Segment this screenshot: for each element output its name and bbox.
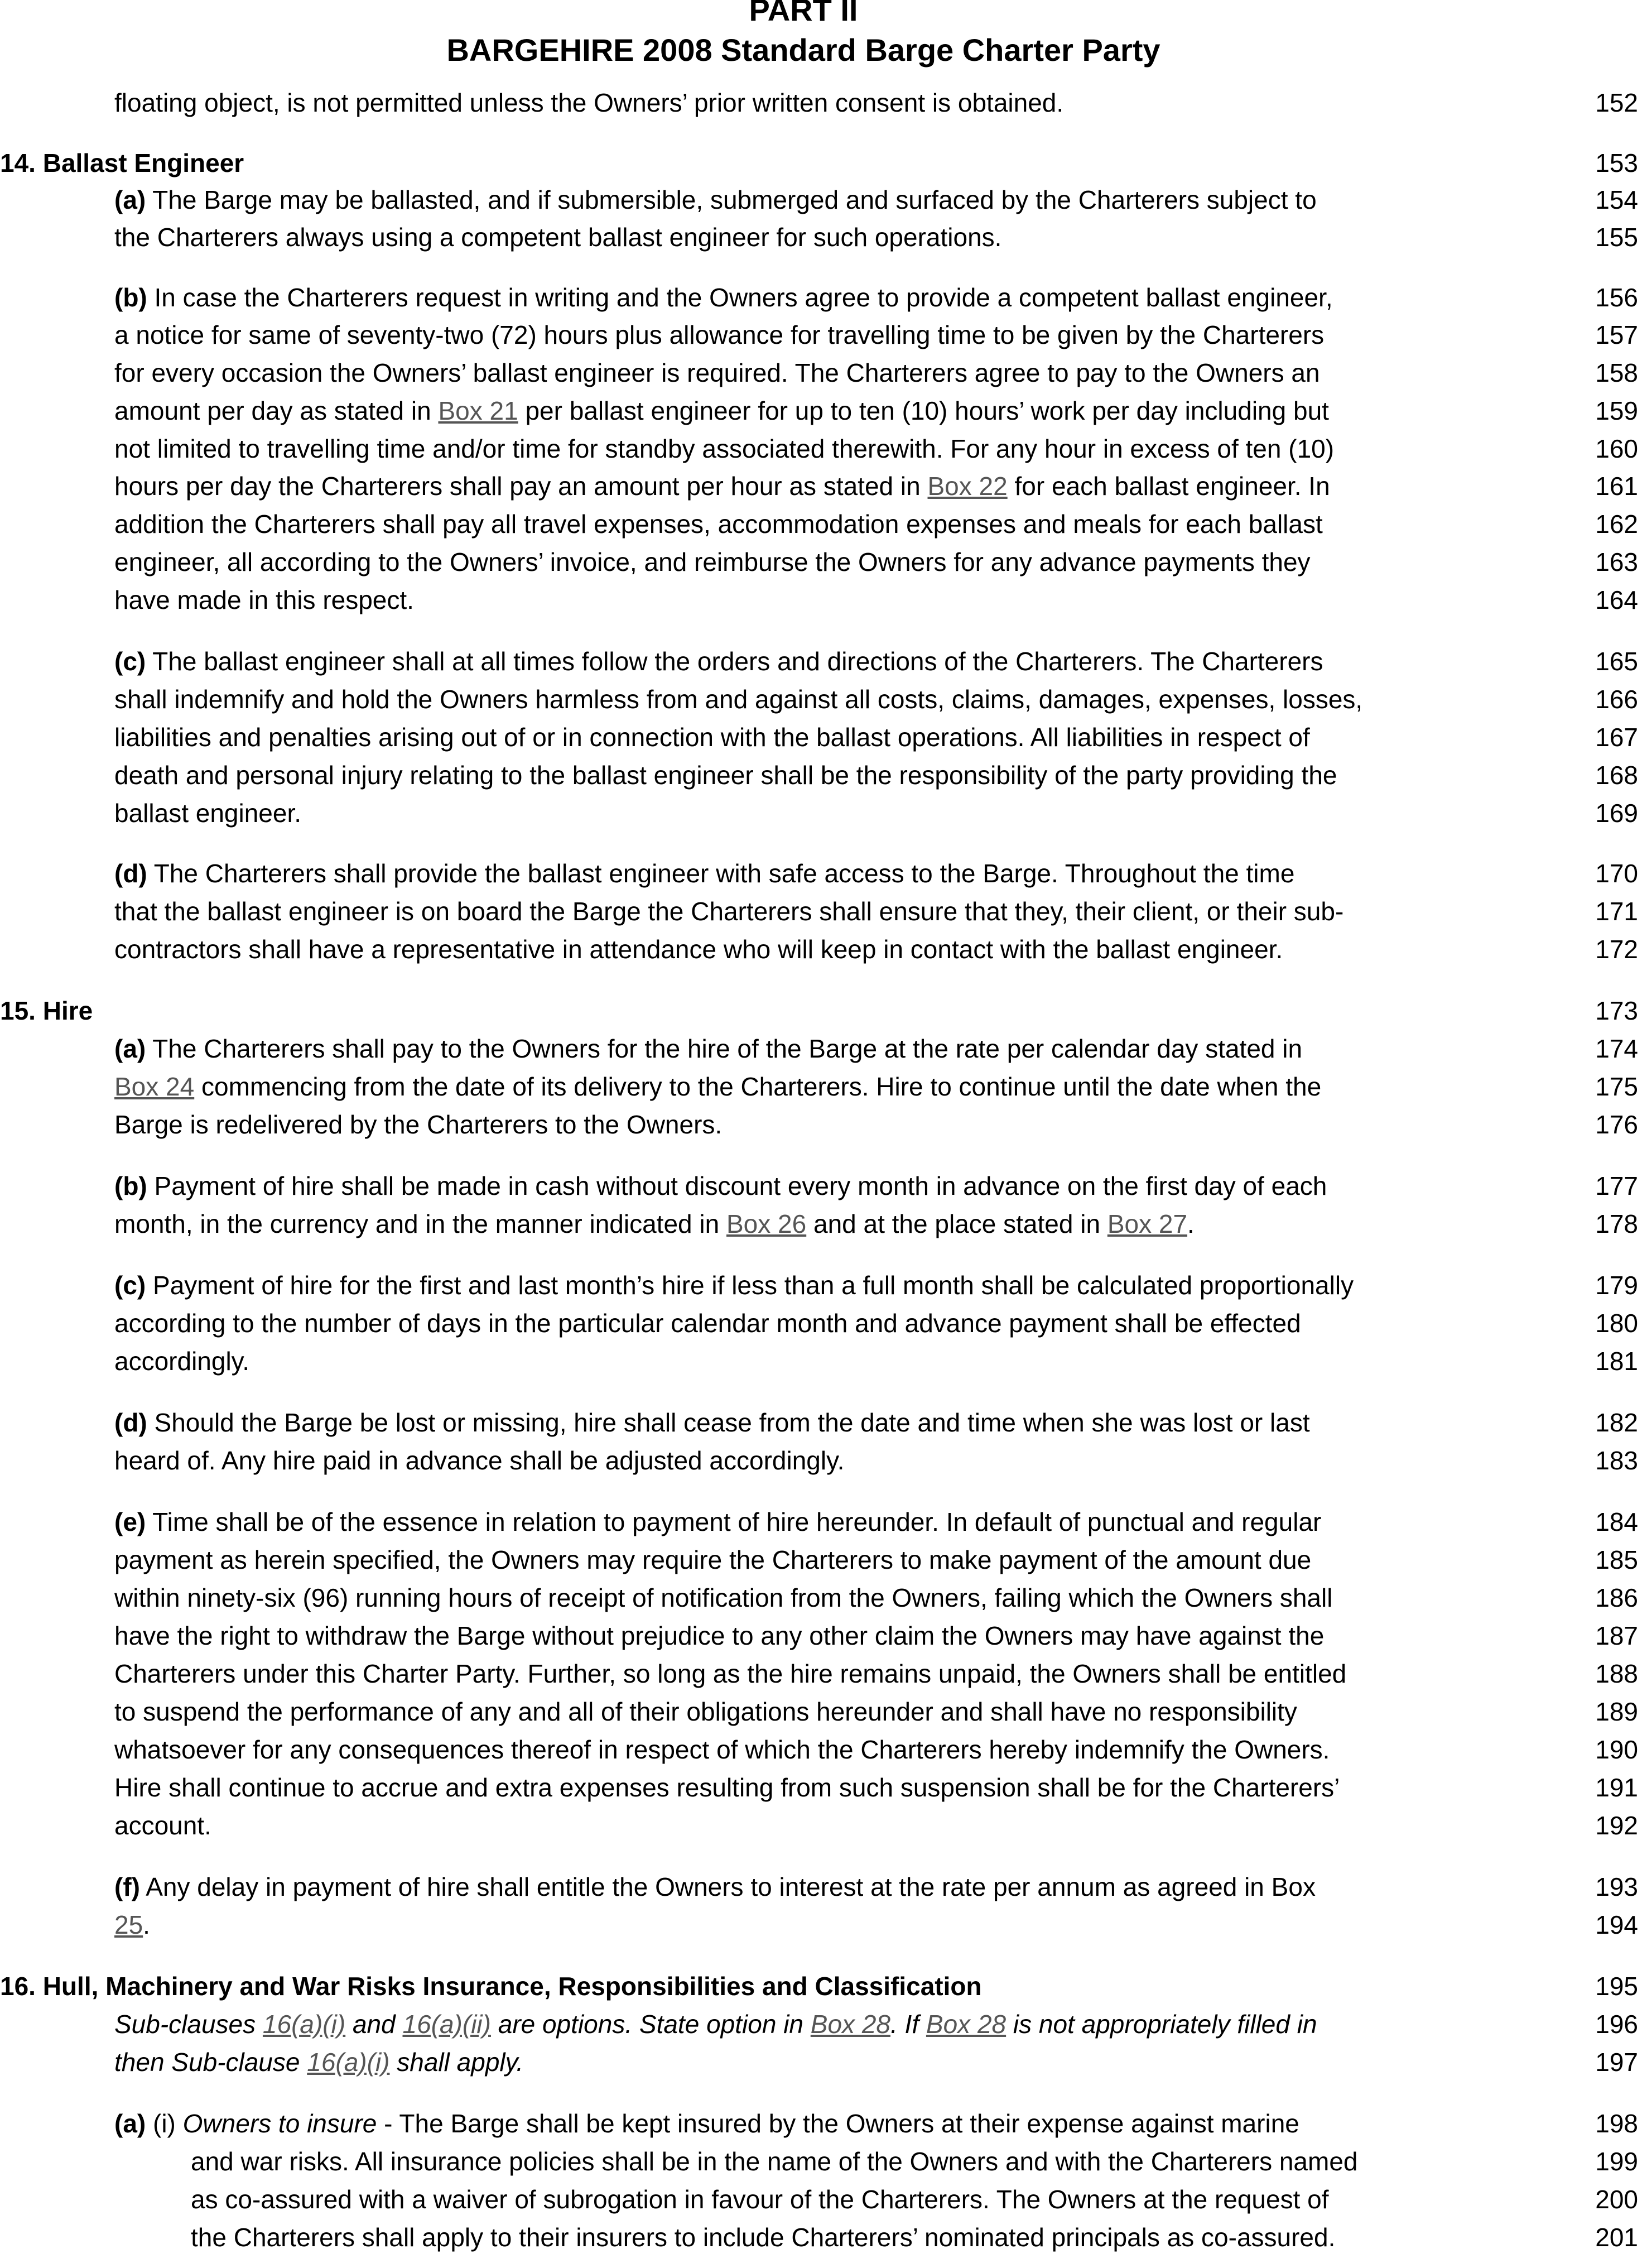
- line-text: [114, 1771, 1340, 1804]
- document-line: [0, 2145, 1647, 2178]
- text-run: for every occasion the Owners’ ballast engineer is required. The Charterers agree to pay to the Owners an: [114, 358, 1320, 387]
- document-line: [0, 1406, 1647, 1439]
- text-run: is not appropriately filled in: [1006, 2010, 1317, 2039]
- clause-heading: (e): [114, 1507, 146, 1536]
- line-text: [114, 2045, 523, 2079]
- text-run: per ballast engineer for up to ten (10) hours’ work per day including but: [518, 396, 1329, 425]
- text-run: that the ballast engineer is on board the Barge the Charterers shall ensure that they, their client, or their sub-: [114, 897, 1344, 926]
- line-text: [114, 1657, 1346, 1690]
- document-line: [0, 2107, 1647, 2140]
- line-number: 182: [1595, 1408, 1638, 1437]
- text-run: Barge is redelivered by the Charterers to the Owners.: [114, 1110, 723, 1139]
- text-run: not limited to travelling time and/or time for standby associated therewith. For any hour in excess of ten (10): [114, 434, 1335, 463]
- line-number: 200: [1595, 2185, 1638, 2214]
- box-reference-link[interactable]: Box 21: [438, 396, 518, 425]
- document-line: [0, 683, 1647, 716]
- text-run: Owners to insure: [182, 2109, 377, 2138]
- document-line: [0, 356, 1647, 390]
- line-text: [114, 507, 1323, 541]
- clause-heading: (a): [114, 1034, 146, 1063]
- clause-heading: (c): [114, 647, 146, 676]
- text-run: have made in this respect.: [114, 585, 414, 614]
- line-number: 157: [1595, 320, 1638, 349]
- line-text: [0, 1969, 982, 2003]
- line-number: 163: [1595, 547, 1638, 576]
- line-number: 197: [1595, 2048, 1638, 2077]
- line-number: 198: [1595, 2109, 1638, 2138]
- line-text: [114, 1108, 722, 1141]
- line-number: 183: [1595, 1446, 1638, 1475]
- line-number: 159: [1595, 396, 1638, 425]
- text-run: account.: [114, 1811, 211, 1840]
- line-number: 191: [1595, 1773, 1638, 1802]
- document-line: [0, 1809, 1647, 1842]
- line-number: 170: [1595, 859, 1638, 888]
- clause-heading: (d): [114, 1408, 147, 1437]
- line-text: [114, 356, 1320, 390]
- text-run: shall indemnify and hold the Owners harmless from and against all costs, claims, damages, expenses, losses,: [114, 685, 1363, 714]
- line-number: 153: [1595, 148, 1638, 177]
- text-run: death and personal injury relating to the ballast engineer shall be the responsibility of the party providing the: [114, 761, 1337, 790]
- line-number: 181: [1595, 1347, 1638, 1376]
- text-run: and: [345, 2010, 403, 2039]
- line-number: 174: [1595, 1034, 1638, 1063]
- document-line: [0, 394, 1647, 427]
- text-run: Any delay in payment of hire shall entitle the Owners to interest at the rate per annum as agreed in Box: [139, 1872, 1316, 1901]
- line-text: [114, 1733, 1330, 1766]
- document-line: [0, 1543, 1647, 1577]
- line-number: 193: [1595, 1872, 1638, 1901]
- text-run: Should the Barge be lost or missing, hire shall cease from the date and time when she was lost or last: [147, 1408, 1310, 1437]
- clause-heading: (a): [114, 2109, 146, 2138]
- clause-heading: 16. Hull, Machinery and War Risks Insurance, Responsibilities and Classification: [0, 1972, 982, 2001]
- line-number: 172: [1595, 935, 1638, 964]
- line-number: 156: [1595, 283, 1638, 312]
- line-text: [114, 1505, 1321, 1539]
- line-text: [114, 1695, 1297, 1728]
- document-line: [0, 183, 1647, 217]
- text-run: within ninety-six (96) running hours of receipt of notification from the Owners, failing which the Owners shall: [114, 1583, 1333, 1612]
- line-text: [114, 933, 1283, 966]
- text-run: a notice for same of seventy-two (72) hours plus allowance for travelling time to be given by the Charterers: [114, 320, 1325, 349]
- text-run: accordingly.: [114, 1347, 250, 1376]
- document-line: [0, 281, 1647, 314]
- text-run: according to the number of days in the particular calendar month and advance payment shall be effected: [114, 1309, 1301, 1338]
- line-text: [114, 1543, 1311, 1577]
- text-run: contractors shall have a representative in attendance who will keep in contact with the ballast engineer.: [114, 935, 1283, 964]
- document-line: [0, 1969, 1647, 2003]
- line-text: [114, 720, 1310, 754]
- document-line: [0, 1032, 1647, 1065]
- text-run: month, in the currency and in the manner indicated in: [114, 1209, 726, 1238]
- line-text: [114, 895, 1343, 928]
- line-text: [114, 1306, 1301, 1340]
- line-text: [0, 994, 93, 1027]
- document-line: [0, 1771, 1647, 1804]
- clause-heading: (d): [114, 859, 147, 888]
- line-number: 184: [1595, 1507, 1638, 1536]
- text-run: addition the Charterers shall pay all travel expenses, accommodation expenses and meals for each ballast: [114, 510, 1323, 539]
- text-run: Time shall be of the essence in relation to payment of hire hereunder. In default of punctual and regular: [146, 1507, 1322, 1536]
- document-line: [0, 1306, 1647, 1340]
- line-text: [114, 1032, 1302, 1065]
- clause-heading: (b): [114, 1171, 147, 1200]
- document-line: [0, 1908, 1647, 1942]
- document-line: [0, 1657, 1647, 1690]
- line-text: [114, 758, 1337, 792]
- text-run: and at the place stated in: [806, 1209, 1107, 1238]
- line-number: 161: [1595, 472, 1638, 501]
- line-text: [114, 1406, 1310, 1439]
- document-line: [0, 318, 1647, 352]
- line-text: [114, 796, 301, 830]
- line-number: 155: [1595, 223, 1638, 252]
- line-number: 180: [1595, 1309, 1638, 1338]
- document-line: [0, 2045, 1647, 2079]
- document-line: [0, 146, 1647, 180]
- text-run: The Charterers shall provide the ballast engineer with safe access to the Barge. Throughout the time: [147, 859, 1295, 888]
- line-number: 196: [1595, 2010, 1638, 2039]
- part-heading: PART II: [749, 0, 858, 27]
- document-line: [0, 857, 1647, 890]
- text-run: hours per day the Charterers shall pay an amount per hour as stated in: [114, 472, 928, 501]
- clause-heading: (b): [114, 283, 147, 312]
- box-reference-link[interactable]: Box 22: [927, 472, 1008, 501]
- text-run: Payment of hire shall be made in cash without discount every month in advance on the first day of each: [147, 1171, 1327, 1200]
- line-number: 201: [1595, 2223, 1638, 2252]
- document-line: [0, 220, 1647, 254]
- box-reference-link[interactable]: 16(a)(i): [262, 2010, 346, 2039]
- text-run: the Charterers always using a competent ballast engineer for such operations.: [114, 223, 1002, 252]
- line-number: 175: [1595, 1072, 1638, 1101]
- text-run: .: [1187, 1209, 1195, 1238]
- document-line: [0, 796, 1647, 830]
- line-text: [191, 2145, 1358, 2178]
- text-run: liabilities and penalties arising out of or in connection with the ballast operations. All liabilities in respect of: [114, 723, 1310, 752]
- box-reference-link[interactable]: Box 28: [926, 2010, 1007, 2039]
- document-line: [0, 2007, 1647, 2041]
- line-number: 171: [1595, 897, 1638, 926]
- line-number: 167: [1595, 723, 1638, 752]
- text-run: and war risks. All insurance policies shall be in the name of the Owners and with the Charterers named: [191, 2147, 1358, 2176]
- document-line: [0, 1619, 1647, 1652]
- text-run: payment as herein specified, the Owners may require the Charterers to make payment of the amount due: [114, 1545, 1312, 1574]
- text-run: engineer, all according to the Owners’ invoice, and reimburse the Owners for any advance payments they: [114, 547, 1311, 576]
- line-number: 192: [1595, 1811, 1638, 1840]
- line-text: [114, 857, 1294, 890]
- document-line: [0, 895, 1647, 928]
- text-run: - The Barge shall be kept insured by the Owners at their expense against marine: [377, 2109, 1299, 2138]
- text-run: The Barge may be ballasted, and if submersible, submerged and surfaced by the Charterers subject to: [146, 185, 1317, 214]
- line-text: [114, 318, 1324, 352]
- line-text: [114, 469, 1330, 503]
- text-run: Sub-clauses: [114, 2010, 263, 2039]
- text-run: amount per day as stated in: [114, 396, 439, 425]
- line-number: 173: [1595, 996, 1638, 1025]
- line-number: 176: [1595, 1110, 1638, 1139]
- line-number: 186: [1595, 1583, 1638, 1612]
- line-number: 162: [1595, 510, 1638, 539]
- line-text: [114, 1809, 211, 1842]
- document-line: [0, 1581, 1647, 1614]
- line-text: [114, 1619, 1324, 1652]
- document-line: [0, 994, 1647, 1027]
- document-line: [0, 645, 1647, 678]
- document-line: [0, 1169, 1647, 1203]
- line-text: [114, 545, 1311, 579]
- line-number: 199: [1595, 2147, 1638, 2176]
- line-number: 166: [1595, 685, 1638, 714]
- line-text: [114, 1169, 1327, 1203]
- text-run: The ballast engineer shall at all times follow the orders and directions of the Charterers. The Charterers: [146, 647, 1323, 676]
- line-text: [191, 2183, 1329, 2216]
- line-number: 189: [1595, 1697, 1638, 1726]
- text-run: for each ballast engineer. In: [1007, 472, 1330, 501]
- line-number: 187: [1595, 1621, 1638, 1650]
- document-line: [0, 469, 1647, 503]
- text-run: have the right to withdraw the Barge without prejudice to any other claim the Owners may have against the: [114, 1621, 1325, 1650]
- line-text: [114, 2007, 1317, 2041]
- document-line: [0, 1505, 1647, 1539]
- line-number: 179: [1595, 1271, 1638, 1300]
- line-text: [114, 1207, 1195, 1241]
- line-text: [114, 432, 1334, 465]
- box-reference-link[interactable]: 16(a)(ii): [402, 2010, 491, 2039]
- clause-heading: (f): [114, 1872, 140, 1901]
- document-line: [0, 1108, 1647, 1141]
- line-number: 195: [1595, 1972, 1638, 2001]
- document-title: BARGEHIRE 2008 Standard Barge Charter Party: [446, 32, 1160, 68]
- text-run: Hire shall continue to accrue and extra expenses resulting from such suspension shall be for the Charterers’: [114, 1773, 1340, 1802]
- line-number: 164: [1595, 585, 1638, 614]
- box-reference-link[interactable]: Box 24: [114, 1072, 195, 1101]
- text-run: floating object, is not permitted unless the Owners’ prior written consent is obtained.: [114, 88, 1064, 117]
- document-line: [0, 1444, 1647, 1477]
- text-run: whatsoever for any consequences thereof in respect of which the Charterers hereby indemnify the Owners.: [114, 1735, 1330, 1764]
- text-run: The Charterers shall pay to the Owners for the hire of the Barge at the rate per calendar day stated in: [146, 1034, 1303, 1063]
- line-number: 185: [1595, 1545, 1638, 1574]
- line-text: [114, 183, 1317, 217]
- text-run: . If: [890, 2010, 926, 2039]
- text-run: ballast engineer.: [114, 799, 302, 828]
- text-run: Payment of hire for the first and last month’s hire if less than a full month shall be calculated proportionally: [146, 1271, 1354, 1300]
- line-text: [114, 86, 1063, 119]
- line-text: [114, 583, 414, 617]
- line-text: [114, 220, 1001, 254]
- document-line: [0, 1870, 1647, 1904]
- text-run: to suspend the performance of any and all of their obligations hereunder and shall have no responsibility: [114, 1697, 1297, 1726]
- document-line: [0, 720, 1647, 754]
- text-run: the Charterers shall apply to their insurers to include Charterers’ nominated principals as co-assured.: [191, 2223, 1336, 2252]
- line-text: [0, 146, 244, 180]
- text-run: Charterers under this Charter Party. Further, so long as the hire remains unpaid, the Owners shall be entitled: [114, 1659, 1347, 1688]
- document-line: [0, 758, 1647, 792]
- box-reference-link[interactable]: 25: [114, 1910, 143, 1939]
- text-run: as co-assured with a waiver of subrogation in favour of the Charterers. The Owners at the request of: [191, 2185, 1329, 2214]
- document-line: [0, 1207, 1647, 1241]
- document-line: [0, 1344, 1647, 1378]
- line-text: [114, 1444, 844, 1477]
- document-line: [0, 1695, 1647, 1728]
- line-text: [114, 1870, 1316, 1904]
- text-run: In case the Charterers request in writing and the Owners agree to provide a competent ballast engineer,: [147, 283, 1333, 312]
- text-run: then Sub-clause: [114, 2048, 307, 2077]
- text-run: heard of. Any hire paid in advance shall be adjusted accordingly.: [114, 1446, 845, 1475]
- document-line: [0, 1733, 1647, 1766]
- line-text: [114, 645, 1323, 678]
- box-reference-link[interactable]: Box 27: [1107, 1209, 1188, 1238]
- line-number: 154: [1595, 185, 1638, 214]
- line-number: 194: [1595, 1910, 1638, 1939]
- text-run: shall apply.: [389, 2048, 523, 2077]
- text-run: .: [143, 1910, 150, 1939]
- line-number: 177: [1595, 1171, 1638, 1200]
- line-number: 158: [1595, 358, 1638, 387]
- box-reference-link[interactable]: Box 26: [726, 1209, 807, 1238]
- line-number: 190: [1595, 1735, 1638, 1764]
- clause-heading: 15. Hire: [0, 996, 93, 1025]
- clause-heading: (c): [114, 1271, 146, 1300]
- document-line: [0, 2183, 1647, 2216]
- line-number: 168: [1595, 761, 1638, 790]
- line-text: [114, 281, 1333, 314]
- line-number: 178: [1595, 1209, 1638, 1238]
- box-reference-link[interactable]: 16(a)(i): [307, 2048, 390, 2077]
- document-line: [0, 86, 1647, 119]
- line-text: [114, 2107, 1299, 2140]
- line-text: [114, 1070, 1321, 1103]
- clause-heading: 14. Ballast Engineer: [0, 148, 244, 177]
- text-run: are options. State option in: [490, 2010, 811, 2039]
- clause-heading: (a): [114, 185, 146, 214]
- document-line: [0, 583, 1647, 617]
- document-line: [0, 933, 1647, 966]
- line-text: [114, 1344, 249, 1378]
- text-run: (i): [146, 2109, 183, 2138]
- line-number: 152: [1595, 88, 1638, 117]
- document-line: [0, 1070, 1647, 1103]
- document-line: [0, 2221, 1647, 2254]
- line-text: [191, 2221, 1335, 2254]
- box-reference-link[interactable]: Box 28: [810, 2010, 890, 2039]
- document-line: [0, 507, 1647, 541]
- line-number: 165: [1595, 647, 1638, 676]
- line-number: 169: [1595, 799, 1638, 828]
- document-line: [0, 432, 1647, 465]
- line-text: [114, 394, 1329, 427]
- line-text: [114, 1268, 1354, 1302]
- line-text: [114, 1908, 150, 1942]
- line-text: [114, 683, 1362, 716]
- document-line: [0, 545, 1647, 579]
- line-text: [114, 1581, 1332, 1614]
- text-run: commencing from the date of its delivery to the Charterers. Hire to continue until the date when the: [194, 1072, 1322, 1101]
- line-number: 160: [1595, 434, 1638, 463]
- document-line: [0, 1268, 1647, 1302]
- line-number: 188: [1595, 1659, 1638, 1688]
